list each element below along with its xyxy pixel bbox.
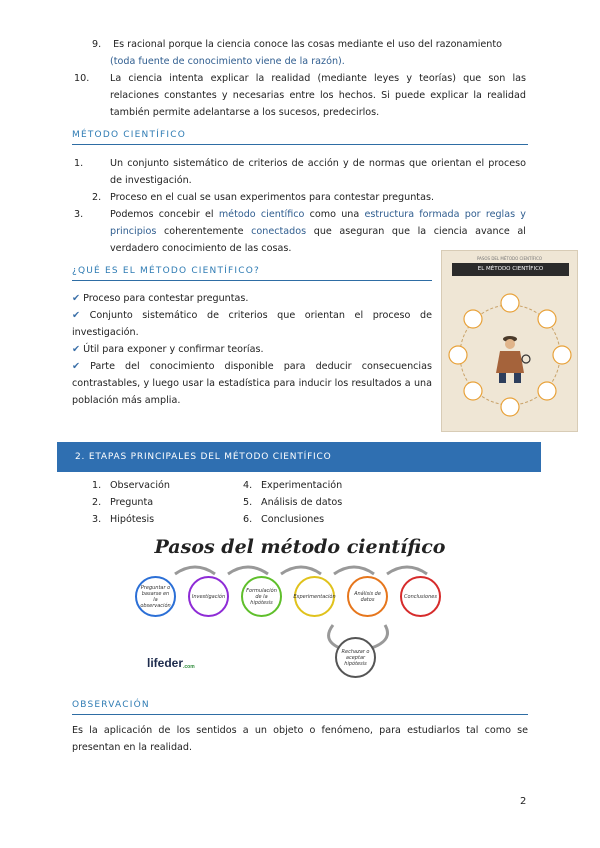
pasos-step-6: Conclusiones [400,576,441,617]
arrow-icon [281,567,321,574]
list-number: 1. [74,158,84,169]
etapas-col-1 [92,477,170,528]
step-icon-8 [464,310,482,328]
list-number: 10. [74,73,90,84]
magnifier-icon [522,355,530,363]
observacion-text: Es la aplicación de los sentidos a un objeto o fenómeno, para estudiarlos tal como se presentan en la realidad. [72,725,528,753]
etapas-banner: 2. ETAPAS PRINCIPALES DEL MÉTODO CIENTÍFICO [57,442,541,472]
check-icon: ✔ [72,361,81,372]
etapa-item [92,494,170,511]
section-divider [72,280,432,281]
section-title-que-es: ¿QUÉ ES EL MÉTODO CIENTÍFICO? [72,266,261,276]
check-text: Conjunto sistemático de criterios que orientan el proceso de investigación. [72,310,432,338]
etapa-text: Conclusiones [261,514,325,525]
cycle-diagram [442,251,578,432]
que-es-list [72,290,432,409]
list-number: 2. [92,497,102,508]
list-number: 6. [243,514,253,525]
check-item [72,358,432,409]
list-item-9 [92,36,526,70]
section-divider [72,714,528,715]
list-number: 3. [74,209,84,220]
list-text: coherentemente [163,226,244,237]
section-title-observacion: OBSERVACIÓN [72,700,150,710]
metodo-item-2 [92,189,526,206]
check-item [72,290,432,307]
link-metodo-cientifico[interactable]: método científico [218,209,305,220]
step-icon-6 [464,382,482,400]
pasos-step-2: Investigación [188,576,229,617]
pasos-step-5: Análisis de datos [347,576,388,617]
step-icon-3 [553,346,571,364]
arrow-icon [334,567,374,574]
etapa-text: Análisis de datos [261,497,343,508]
lifeder-logo [147,656,195,670]
etapa-text: Observación [110,480,170,491]
check-item [72,307,432,341]
list-text: Un conjunto sistemático de criterios de acción y de normas que orientan el proceso de investigación. [110,158,526,186]
section-title-metodo: MÉTODO CIENTÍFICO [72,130,187,140]
etapas-col-2 [243,477,342,528]
metodo-item-1 [74,155,526,189]
etapa-text: Pregunta [110,497,154,508]
check-icon: ✔ [72,344,81,355]
arrow-icon [387,567,427,574]
etapa-item [92,511,170,528]
etapa-text: Experimentación [261,480,343,491]
infographic-subtitle: PASOS DEL MÉTODO CIENTÍFICO [476,256,543,261]
list-text-highlight: (toda fuente de conocimiento viene de la razón). [110,56,345,67]
check-item [72,341,432,358]
detective-coat [496,351,524,373]
list-number: 5. [243,497,253,508]
pasos-step-4: Experimentación [294,576,335,617]
pasos-title: Pasos del método científico [154,536,446,558]
pasos-diagram [135,530,465,680]
brand-name: lifeder [147,656,184,670]
pasos-step-3: Formulación de la hipótesis [241,576,282,617]
etapa-item [243,494,342,511]
list-item-10 [74,70,526,121]
arrow-icon [175,567,215,574]
list-number: 9. [92,39,102,50]
list-number: 4. [243,480,253,491]
list-text: como una [309,209,360,220]
check-text: Parte del conocimiento disponible para deducir consecuencias contrastables, y luego usar la estadística para inducir los resultados a una población más amplia. [72,361,432,406]
list-text: que aseguran que la ciencia avance al verdadero conocimiento de las cosas. [110,226,526,254]
page-number: 2 [520,796,527,807]
list-text: Es racional porque la ciencia conoce las cosas mediante el uso del razonamiento [113,39,503,50]
check-icon: ✔ [72,293,81,304]
etapa-item [243,511,342,528]
arrow-icon [228,567,268,574]
step-icon-5 [501,398,519,416]
list-number: 1. [92,480,102,491]
check-text: Útil para exponer y confirmar teorías. [83,344,264,355]
brand-suffix: .com [183,664,195,670]
infographic-title: EL MÉTODO CIENTÍFICO [452,263,569,276]
check-icon: ✔ [72,310,81,321]
list-text: Podemos concebir el [110,209,214,220]
detective-head [505,339,515,349]
etapa-text: Hipótesis [110,514,155,525]
list-text: Proceso en el cual se usan experimentos para contestar preguntas. [110,192,434,203]
list-number: 2. [92,192,102,203]
step-icon-2 [538,310,556,328]
link-estructura[interactable]: estructura formada por reglas y principios [110,209,526,237]
pasos-step-reject: Rechazar o aceptar hipótesis [335,637,376,678]
list-number: 3. [92,514,102,525]
section-divider [72,144,528,145]
step-icon-7 [449,346,467,364]
infographic-image [441,250,578,432]
check-text: Proceso para contestar preguntas. [83,293,249,304]
step-icon-1 [501,294,519,312]
link-conectados[interactable]: conectados [251,226,307,237]
list-text: La ciencia intenta explicar la realidad (mediante leyes y teorías) que son las relaciones constantes y necesarias entre los hechos. Si puede explicar la realidad también permite adelantarse a los sucesos, predecirlos. [110,73,526,118]
etapa-item [92,477,170,494]
etapa-item [243,477,342,494]
step-icon-4 [538,382,556,400]
pasos-step-1: Preguntar o basarse en la observación [135,576,176,617]
